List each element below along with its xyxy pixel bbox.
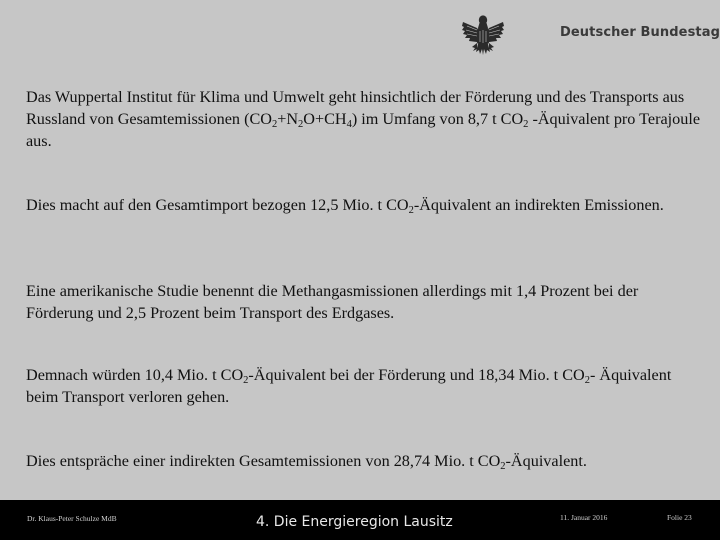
subscript: 2 [271,119,278,130]
subscript: 2 [584,375,590,386]
subscript: 2 [500,461,506,472]
footer-title: 4. Die Energieregion Lausitz [256,514,453,530]
text-segment: -Äquivalent. [505,452,587,470]
footer-page-number: Folie 23 [667,513,692,522]
text-segment: Demnach würden 10,4 Mio. t CO [26,366,244,384]
paragraph-1 [26,86,706,152]
footer-author: Dr. Klaus-Peter Schulze MdB [27,514,117,523]
paragraph-4 [26,364,706,408]
subscript: 2 [298,119,304,130]
text-segment: Dies entspräche einer indirekten Gesamtemissionen von 28,74 Mio. t CO [26,452,501,470]
brand-name: Deutscher Bundestag [560,25,720,40]
subscript: 2 [523,119,529,130]
text-segment: O+CH [303,110,347,128]
text-segment: +N [277,110,299,128]
text-segment: -Äquivalent an indirekten Emissionen. [413,196,664,214]
text-segment: -Äquivalent pro Terajoule aus. [26,110,701,150]
text-segment: ) im Umfang von 8,7 t CO [351,110,524,128]
text-segment: Dies macht auf den Gesamtimport bezogen 12,5 Mio. t CO [26,196,409,214]
text-segment: Das Wuppertal Institut für Klima und Umwelt geht hinsichtlich der Förderung und des Transports aus Russland von Gesamtemissionen (CO [26,88,685,128]
subscript: 4 [346,119,352,130]
paragraph-3 [26,280,706,324]
paragraph-5 [26,450,706,472]
text-segment: Eine amerikanische Studie benennt die Methangasmissionen allerdings mit 1,4 Prozent bei der Förderung und 2,5 Prozent beim Transport des Erdgases. [26,282,639,322]
footer-bar [0,500,720,540]
text-segment: -Äquivalent bei der Förderung und 18,34 Mio. t CO [248,366,585,384]
subscript: 2 [408,205,414,216]
federal-eagle-icon [460,14,506,58]
subscript: 2 [243,375,249,386]
text-segment: - Äquivalent beim Transport verloren gehen. [26,366,672,406]
paragraph-2 [26,194,706,216]
footer-date: 11. Januar 2016 [560,513,608,522]
